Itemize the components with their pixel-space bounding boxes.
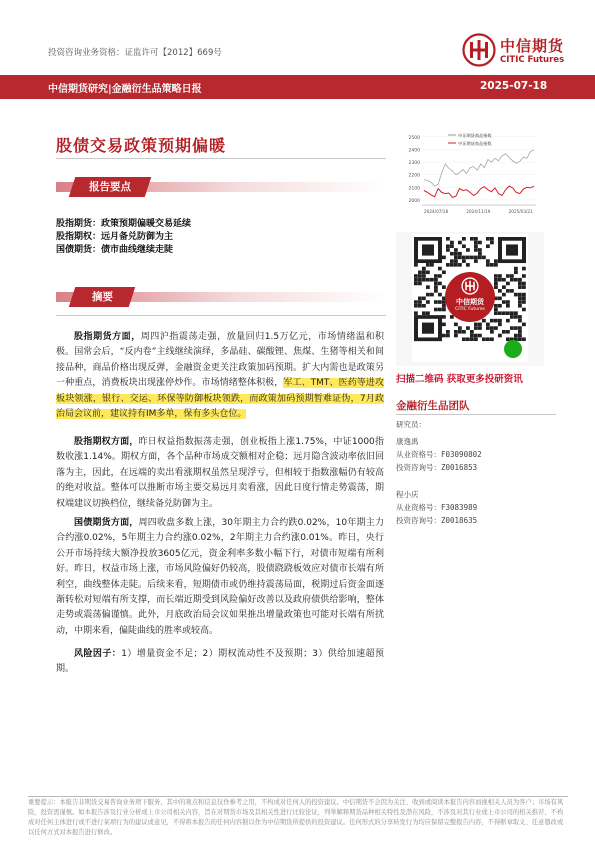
- qr-module: [466, 263, 470, 267]
- qr-module: [502, 311, 506, 315]
- qr-module: [422, 297, 426, 301]
- qr-module: [518, 297, 522, 301]
- qr-card: [396, 232, 544, 366]
- qr-module: [474, 244, 478, 248]
- report-points-heading: 报告要点: [89, 181, 131, 193]
- qr-module: [458, 326, 462, 330]
- qr-module: [418, 270, 422, 274]
- qr-module: [474, 323, 478, 327]
- qr-module: [442, 256, 446, 260]
- qr-module: [506, 319, 510, 323]
- qr-module: [466, 248, 470, 252]
- qr-module: [470, 337, 474, 341]
- stock-index-highlight: 军工、TMT、医药等进攻板块领涨，银行、交运、环保等防御板块领跌，而政策加码预期暂难证伪，7月政治局会议前，建议持有IM多单，保有多头仓位。: [56, 378, 384, 420]
- qr-module: [450, 241, 454, 245]
- qr-module: [414, 263, 418, 267]
- y-tick-label: 2400: [408, 148, 420, 154]
- y-tick-label: 2500: [408, 135, 420, 141]
- key-point-3: 国债期货：债市曲线继续走陡: [56, 245, 174, 255]
- summary-heading: 摘要: [91, 291, 113, 303]
- qr-module: [458, 256, 462, 260]
- qr-module: [510, 278, 514, 282]
- qr-module: [474, 326, 478, 330]
- qr-module: [462, 259, 466, 263]
- qr-module: [426, 270, 430, 274]
- qr-module: [498, 323, 502, 327]
- qr-module: [478, 248, 482, 252]
- qr-module: [438, 267, 442, 271]
- qr-module: [442, 315, 446, 319]
- qr-module: [430, 278, 434, 282]
- qr-module: [446, 244, 450, 248]
- qr-module: [422, 304, 426, 308]
- qr-module: [494, 319, 498, 323]
- qr-module: [474, 237, 478, 241]
- qr-module: [486, 259, 490, 263]
- qr-center-badge: [445, 272, 495, 322]
- qr-module: [518, 300, 522, 304]
- risk-paragraph: [56, 647, 384, 678]
- qr-module: [422, 274, 426, 278]
- qr-module: [514, 267, 518, 271]
- qr-module: [482, 319, 486, 323]
- qr-module: [478, 256, 482, 260]
- qr-module: [522, 300, 526, 304]
- qr-module: [498, 319, 502, 323]
- qr-module: [518, 315, 522, 319]
- qr-module: [490, 337, 494, 341]
- qr-module: [494, 285, 498, 289]
- qr-module: [522, 267, 526, 271]
- qr-module: [418, 282, 422, 286]
- stock-index-text: 周四沪指震荡走强，放量回归1.5万亿元，市场情绪温和积极。国常会后，“反内卷”主线继续演绎，多晶硅、碳酸锂、焦煤、生猪等相关和间接品种，商品价格出现反弹，金融资金更关注政策加码预期。扩大内需也是政策另一种重点，消费板块出现涨停炒作。市场情绪整体积极，: [56, 332, 384, 389]
- qr-module: [434, 308, 438, 312]
- qr-module: [482, 337, 486, 341]
- qr-module: [454, 330, 458, 334]
- qr-module: [506, 282, 510, 286]
- qr-module: [502, 300, 506, 304]
- qr-module: [438, 293, 442, 297]
- qr-module: [414, 304, 418, 308]
- qr-module: [514, 311, 518, 315]
- qr-module: [514, 293, 518, 297]
- treasury-label: 国债期货方面，: [74, 518, 139, 528]
- qr-module: [426, 263, 430, 267]
- qr-module: [514, 270, 518, 274]
- qr-module: [494, 282, 498, 286]
- y-tick-label: 2200: [408, 173, 420, 179]
- qr-module: [486, 323, 490, 327]
- qr-finder-inner: [422, 323, 434, 334]
- qr-module: [474, 241, 478, 245]
- qr-module: [522, 323, 526, 327]
- index-option-text: 昨日权益指数振荡走强，创业板指上涨1.75%，中证1000指数收涨1.14%。期权方面，各个品种市场成交额相对企稳；远月隐含波动率依旧回落为主，因此，在远端的卖出看涨期权虽然呈现浮亏，但相较于指数涨幅仍有较高的绝对收益。整体可以推断市场主要交易远月卖看涨，因此日度行情走势震荡，期权端建议切换档位，继续备兑防御为主。: [56, 437, 384, 509]
- qr-module: [502, 285, 506, 289]
- qr-module: [522, 337, 526, 341]
- qr-module: [434, 278, 438, 282]
- qr-module: [438, 300, 442, 304]
- x-tick-label: 2024/11/19: [466, 209, 491, 214]
- qr-module: [462, 330, 466, 334]
- qr-module: [466, 256, 470, 260]
- qr-module: [422, 311, 426, 315]
- member-1-name: 康逸禹: [396, 437, 419, 446]
- stock-index-label: 股指期货方面，: [74, 332, 141, 342]
- report-series-label: 中信期货研究|金融衍生品策略日报: [48, 84, 202, 95]
- qr-module: [490, 330, 494, 334]
- qr-module: [518, 334, 522, 338]
- qr-module: [450, 259, 454, 263]
- qr-module: [514, 278, 518, 282]
- team-divider: [396, 414, 556, 415]
- qr-module: [454, 323, 458, 327]
- qr-module: [506, 274, 510, 278]
- qr-module: [474, 337, 478, 341]
- qr-module: [446, 263, 450, 267]
- qr-module: [474, 248, 478, 252]
- qr-module: [478, 334, 482, 338]
- qr-module: [454, 259, 458, 263]
- footer-divider: [28, 796, 568, 797]
- team-heading: 金融衍生品团队: [396, 400, 470, 412]
- qr-center-en: CITIC Futures: [455, 307, 485, 312]
- qr-module: [458, 263, 462, 267]
- qr-module: [510, 326, 514, 330]
- qr-module: [450, 263, 454, 267]
- qr-module: [518, 337, 522, 341]
- qr-module: [518, 293, 522, 297]
- qr-module: [470, 256, 474, 260]
- qr-module: [494, 259, 498, 263]
- qr-module: [418, 274, 422, 278]
- qr-module: [466, 337, 470, 341]
- qr-module: [446, 237, 450, 241]
- qr-module: [462, 337, 466, 341]
- qr-module: [490, 237, 494, 241]
- member-1-invest: 投资咨询号：Z0016853: [396, 463, 478, 472]
- qr-module: [498, 297, 502, 301]
- qr-module: [498, 289, 502, 293]
- qr-module: [454, 256, 458, 260]
- qr-module: [498, 274, 502, 278]
- qr-module: [446, 334, 450, 338]
- qr-module: [438, 308, 442, 312]
- qr-module: [514, 315, 518, 319]
- qr-module: [478, 241, 482, 245]
- qr-module: [522, 297, 526, 301]
- qr-finder-inner: [422, 244, 434, 255]
- qr-module: [518, 304, 522, 308]
- qr-module: [426, 293, 430, 297]
- qr-module: [434, 300, 438, 304]
- qr-module: [514, 326, 518, 330]
- qr-module: [414, 282, 418, 286]
- qr-module: [434, 274, 438, 278]
- qr-module: [498, 304, 502, 308]
- qr-module: [426, 300, 430, 304]
- qr-module: [490, 263, 494, 267]
- y-tick-label: 2100: [408, 186, 420, 192]
- qr-module: [510, 289, 514, 293]
- qr-module: [474, 259, 478, 263]
- qr-module: [494, 326, 498, 330]
- qr-module: [450, 244, 454, 248]
- series-line-1: [424, 150, 534, 186]
- member-2-invest: 投资咨询号：Z0018635: [396, 516, 478, 525]
- qr-module: [510, 274, 514, 278]
- qr-module: [474, 334, 478, 338]
- legend-label-2: 中证期货商品指数: [458, 140, 492, 146]
- summary-header: [56, 287, 386, 307]
- qr-module: [430, 293, 434, 297]
- x-tick-label: 2024/07/18: [424, 209, 449, 214]
- citic-badge-icon: [461, 277, 479, 295]
- qr-module: [442, 270, 446, 274]
- qr-module: [486, 263, 490, 267]
- qr-module: [418, 278, 422, 282]
- qr-module: [474, 256, 478, 260]
- qr-module: [454, 252, 458, 256]
- qr-module: [462, 256, 466, 260]
- qr-module: [414, 311, 418, 315]
- qr-module: [514, 334, 518, 338]
- qr-module: [518, 282, 522, 286]
- qr-module: [426, 278, 430, 282]
- researcher-label: 研究员：: [396, 420, 426, 429]
- qr-module: [510, 311, 514, 315]
- qr-module: [490, 319, 494, 323]
- qr-module: [454, 263, 458, 267]
- qr-module: [414, 278, 418, 282]
- qr-module: [438, 274, 442, 278]
- qr-module: [438, 282, 442, 286]
- qr-module: [454, 248, 458, 252]
- qr-module: [462, 244, 466, 248]
- report-points-header: [56, 177, 386, 197]
- qr-center-cn: 中信期货: [456, 298, 484, 306]
- logo-name-cn: 中信期货: [500, 37, 565, 55]
- qr-module: [442, 323, 446, 327]
- qr-module: [518, 278, 522, 282]
- qr-module: [426, 311, 430, 315]
- qr-module: [518, 330, 522, 334]
- risk-label: 风险因子：: [74, 649, 122, 659]
- qr-module: [510, 315, 514, 319]
- key-point-2: 股指期权：远月备兑防御为主: [56, 232, 174, 242]
- qr-module: [494, 274, 498, 278]
- mini-program-icon: [504, 340, 522, 358]
- y-tick-label: 2300: [408, 161, 420, 167]
- qr-module: [498, 311, 502, 315]
- treasury-text: 周四收盘多数上涨，30年期主力合约跌0.02%，10年期主力合约涨0.02%，5年期主力合约涨0.02%，2年期主力合约涨0.01%。昨日，央行公开市场持续大额净投放3605亿元，资金利率多数小幅下行，对债市短端有所利好。昨日，权益市场上涨，市场风险偏好仍较高，股债跷跷板效应对债市长端有所利空，曲线整体走陡。后续来看，短期债市或仍维持震荡局面，税期过后资金面逐渐转松对短端有所支撑，而长端近期受到风险偏好改善以及政府债供给影响，整体走势或震荡偏谨慎。此外，月底政治局会议如果推出增量政策也可能对长端有所扰动，中期来看，偏陡曲线的胜率或较高。: [56, 518, 384, 636]
- qr-module: [470, 330, 474, 334]
- qr-module: [506, 311, 510, 315]
- qr-module: [518, 285, 522, 289]
- qr-module: [506, 289, 510, 293]
- qr-module: [486, 237, 490, 241]
- qr-module: [490, 326, 494, 330]
- report-title: 股债交易政策预期偏暖: [56, 136, 227, 155]
- qr-module: [522, 308, 526, 312]
- qr-module: [422, 270, 426, 274]
- qr-module: [446, 330, 450, 334]
- qr-module: [522, 274, 526, 278]
- qr-module: [518, 326, 522, 330]
- qr-module: [466, 326, 470, 330]
- qr-caption: 扫描二维码 获取更多投研资讯: [396, 374, 523, 385]
- qr-module: [498, 334, 502, 338]
- qr-module: [426, 285, 430, 289]
- qr-module: [522, 282, 526, 286]
- qr-module: [506, 300, 510, 304]
- qr-module: [478, 326, 482, 330]
- member-1-qual: 从业资格号：F03090802: [396, 450, 482, 459]
- qr-module: [442, 334, 446, 338]
- qr-module: [494, 263, 498, 267]
- logo-name-en: CITIC Futures: [500, 55, 565, 65]
- qr-module: [490, 241, 494, 245]
- qr-module: [502, 330, 506, 334]
- qr-module: [522, 285, 526, 289]
- qr-module: [486, 326, 490, 330]
- qr-module: [422, 267, 426, 271]
- qr-module: [430, 263, 434, 267]
- qr-module: [450, 252, 454, 256]
- qr-module: [470, 237, 474, 241]
- commodity-index-chart: [400, 127, 540, 219]
- qr-module: [498, 278, 502, 282]
- qr-module: [418, 300, 422, 304]
- qr-module: [502, 278, 506, 282]
- stock-index-paragraph: [56, 330, 384, 422]
- qr-module: [470, 334, 474, 338]
- qr-module: [506, 304, 510, 308]
- risk-text: 1）增量资金不足；2）期权流动性不及预期；3）供给加速超预期。: [56, 649, 384, 675]
- disclaimer-text: 重要提示：本报告非期货交易咨询业务项下服务，其中的观点和信息仅作参考之用，不构成对任何人的投资建议。中信期货不会因为关注、收到或阅读本报告内容而视相关人员为客户；市场有风险，投资需谨慎。如本报告涉及行业分析或上市公司相关内容，旨在对期货市场及其相关性进行比较论证，列举解释期货品种相关特性及潜在风险，不涉及对其行业或上市公司的相关推荐，不构成对任何主体进行或不进行某项行为的建议或意见，不得将本报告的任何内容据以作为中信期货所提供的投资建议。任何形式的分享转发行为均应保留完整报告内容，不得断章取义、任意篡改或以任何方式对本报告进行修改。: [28, 799, 564, 836]
- qr-module: [422, 278, 426, 282]
- qr-module: [494, 278, 498, 282]
- series-line-2: [424, 186, 534, 197]
- qr-module: [478, 252, 482, 256]
- qr-module: [458, 241, 462, 245]
- qr-module: [414, 274, 418, 278]
- qr-module: [434, 282, 438, 286]
- qr-module: [506, 330, 510, 334]
- qr-module: [502, 293, 506, 297]
- treasury-paragraph: [56, 516, 384, 639]
- qualification-text: 投资咨询业务资格：证监许可【2012】669号: [48, 48, 222, 58]
- citic-logo-icon: [462, 33, 496, 67]
- legend-label-1: 中证期货商品指数: [458, 132, 492, 138]
- member-2-name: 程小庆: [396, 490, 419, 499]
- member-2-qual: 从业资格号：F3083989: [396, 503, 478, 512]
- qr-module: [434, 285, 438, 289]
- qr-module: [458, 252, 462, 256]
- x-tick-label: 2025/03/21: [508, 209, 533, 214]
- qr-module: [522, 293, 526, 297]
- qr-module: [486, 337, 490, 341]
- y-tick-label: 2000: [408, 198, 420, 204]
- qr-module: [414, 300, 418, 304]
- qr-module: [462, 237, 466, 241]
- qr-module: [518, 319, 522, 323]
- qr-module: [418, 304, 422, 308]
- qr-module: [482, 256, 486, 260]
- index-option-paragraph: [56, 435, 384, 512]
- qr-module: [458, 330, 462, 334]
- qr-module: [446, 248, 450, 252]
- qr-module: [486, 244, 490, 248]
- qr-module: [478, 323, 482, 327]
- qr-module: [434, 289, 438, 293]
- summary-divider: [56, 315, 386, 316]
- index-option-label: 股指期权方面，: [74, 437, 139, 447]
- key-point-1: 股指期货：政策预期偏暖交易延续: [56, 219, 192, 229]
- qr-module: [418, 297, 422, 301]
- report-date: 2025-07-18: [480, 80, 548, 92]
- qr-module: [454, 334, 458, 338]
- qr-finder-inner: [506, 244, 518, 255]
- title-divider: [56, 158, 386, 159]
